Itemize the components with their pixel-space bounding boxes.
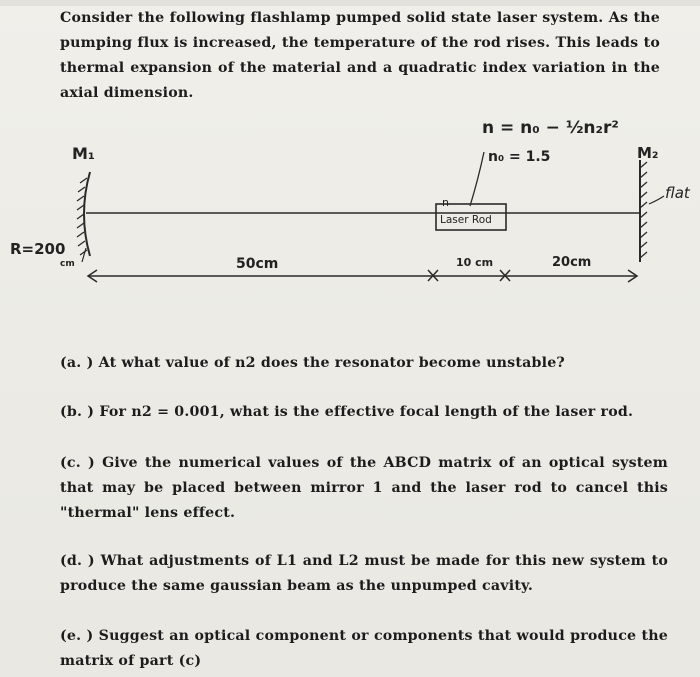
question-a: (a. ) At what value of n2 does the resonator become unstable?	[60, 355, 565, 371]
laser-rod-label: Laser Rod	[440, 214, 492, 226]
index-formula: n = n₀ − ½n₂r²	[482, 118, 619, 138]
problem-intro: Consider the following flashlamp pumped solid state laser system. As the pumping flux is increased, the temperature of the rod rises. This leads to thermal expansion of the material and a quadratic index variation in the axial dimension.	[60, 10, 660, 101]
radius-pointer	[82, 248, 86, 262]
question-e: (e. ) Suggest an optical component or components that would produce the matrix of part (c)	[60, 628, 668, 669]
mirror-2-hatching	[640, 162, 647, 258]
radius-unit-label: cm	[60, 259, 75, 269]
n0-value-label: n₀ = 1.5	[488, 149, 551, 165]
distance-20cm-label: 20cm	[552, 255, 592, 270]
question-c: (c. ) Give the numerical values of the ABCD matrix of an optical system that may be placed between mirror 1 and the laser rod to cancel this "thermal" lens effect.	[60, 455, 668, 521]
rod-n-label: n	[442, 196, 449, 209]
formula-pointer	[470, 152, 484, 206]
question-b: (b. ) For n2 = 0.001, what is the effective focal length of the laser rod.	[60, 404, 634, 420]
mirror-1-surface	[84, 172, 90, 256]
radius-label: R=200	[10, 240, 66, 258]
mirror-2-label: M₂	[637, 144, 659, 162]
distance-50cm-label: 50cm	[236, 256, 279, 272]
question-d: (d. ) What adjustments of L1 and L2 must be made for this new system to produce the same gaussian beam as the unpumped cavity.	[60, 553, 668, 594]
mirror-1-label: M₁	[72, 144, 95, 163]
distance-10cm-label: 10 cm	[456, 256, 494, 269]
flat-label: flat	[665, 184, 690, 202]
flat-pointer	[649, 196, 664, 204]
